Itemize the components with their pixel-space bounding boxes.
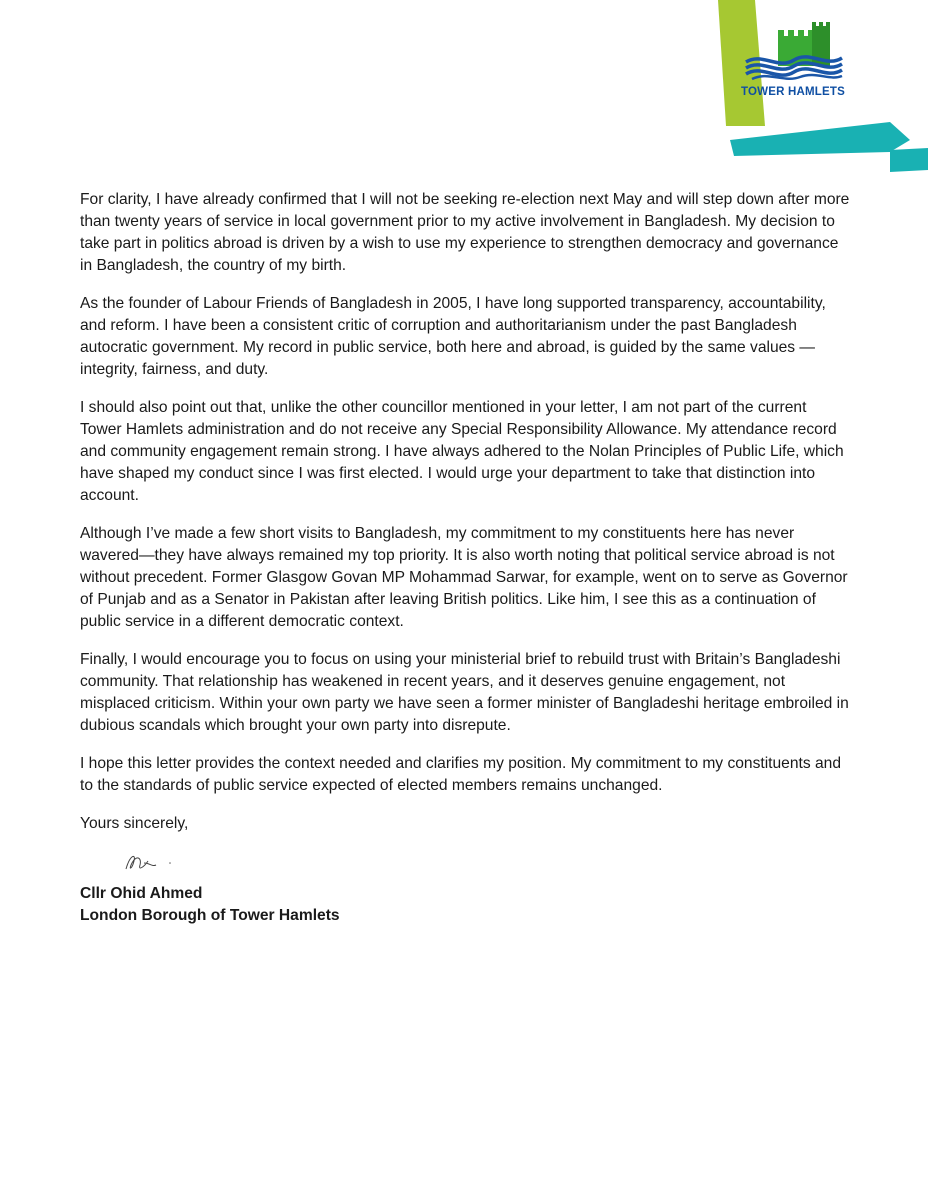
- tower-hamlets-logo: [738, 22, 848, 98]
- closing-salutation: Yours sincerely,: [80, 815, 189, 832]
- paragraph-founder: As the founder of Labour Friends of Bangladesh in 2005, I have long supported transparency, accountability, and reform. I have been a consistent critic of corruption and authoritarianism under the past Bangladesh autocratic government. My record in public service, both here and abroad, is guided by the same values — integrity, fairness, and duty.: [80, 295, 826, 378]
- paragraph-clarity: For clarity, I have already confirmed that I will not be seeking re-election next May and will step down after more than twenty years of service in local government prior to my active involvement in Bangladesh. My decision to take part in politics abroad is driven by a wish to use my experience to strengthen democracy and governance in Bangladesh, the country of my birth.: [80, 191, 850, 274]
- handwritten-signature: [120, 849, 180, 875]
- paragraph-ministerial-brief: Finally, I would encourage you to focus on using your ministerial brief to rebuild trust with Britain’s Bangladeshi community. That relationship has weakened in recent years, and it deserves genuine engagement, not misplaced criticism. Within your own party we have seen a former minister of Bangladeshi heritage embroiled in dubious scandals which brought your own party into disrepute.: [80, 651, 849, 734]
- organization-name: TOWER HAMLETS: [741, 86, 845, 98]
- signature-area: [80, 835, 852, 883]
- castle-waves-icon: [738, 22, 848, 84]
- paragraph-conclusion: I hope this letter provides the context needed and clarifies my position. My commitment to my constituents and to the standards of public service expected of elected members remains unchanged.: [80, 755, 842, 794]
- signatory-name: Cllr Ohid Ahmed: [80, 885, 203, 902]
- letter-body: [80, 189, 852, 927]
- signatory-organization: London Borough of Tower Hamlets: [80, 907, 340, 924]
- paragraph-administration: I should also point out that, unlike the other councillor mentioned in your letter, I am not part of the current Tower Hamlets administration and do not receive any Special Responsibility Allowance. My attendance record and community engagement remain strong. I have always adhered to the Nolan Principles of Public Life, which have shaped my conduct since I was first elected. I would urge your department to take that distinction into account.: [80, 399, 844, 504]
- paragraph-precedent: Although I’ve made a few short visits to Bangladesh, my commitment to my constituents here has never wavered—they have always remained my top priority. It is also worth noting that political service abroad is not without precedent. Former Glasgow Govan MP Mohammad Sarwar, for example, went on to serve as Governor of Punjab and as a Senator in Pakistan after leaving British politics. Like him, I see this as a continuation of public service in a different democratic context.: [80, 525, 848, 630]
